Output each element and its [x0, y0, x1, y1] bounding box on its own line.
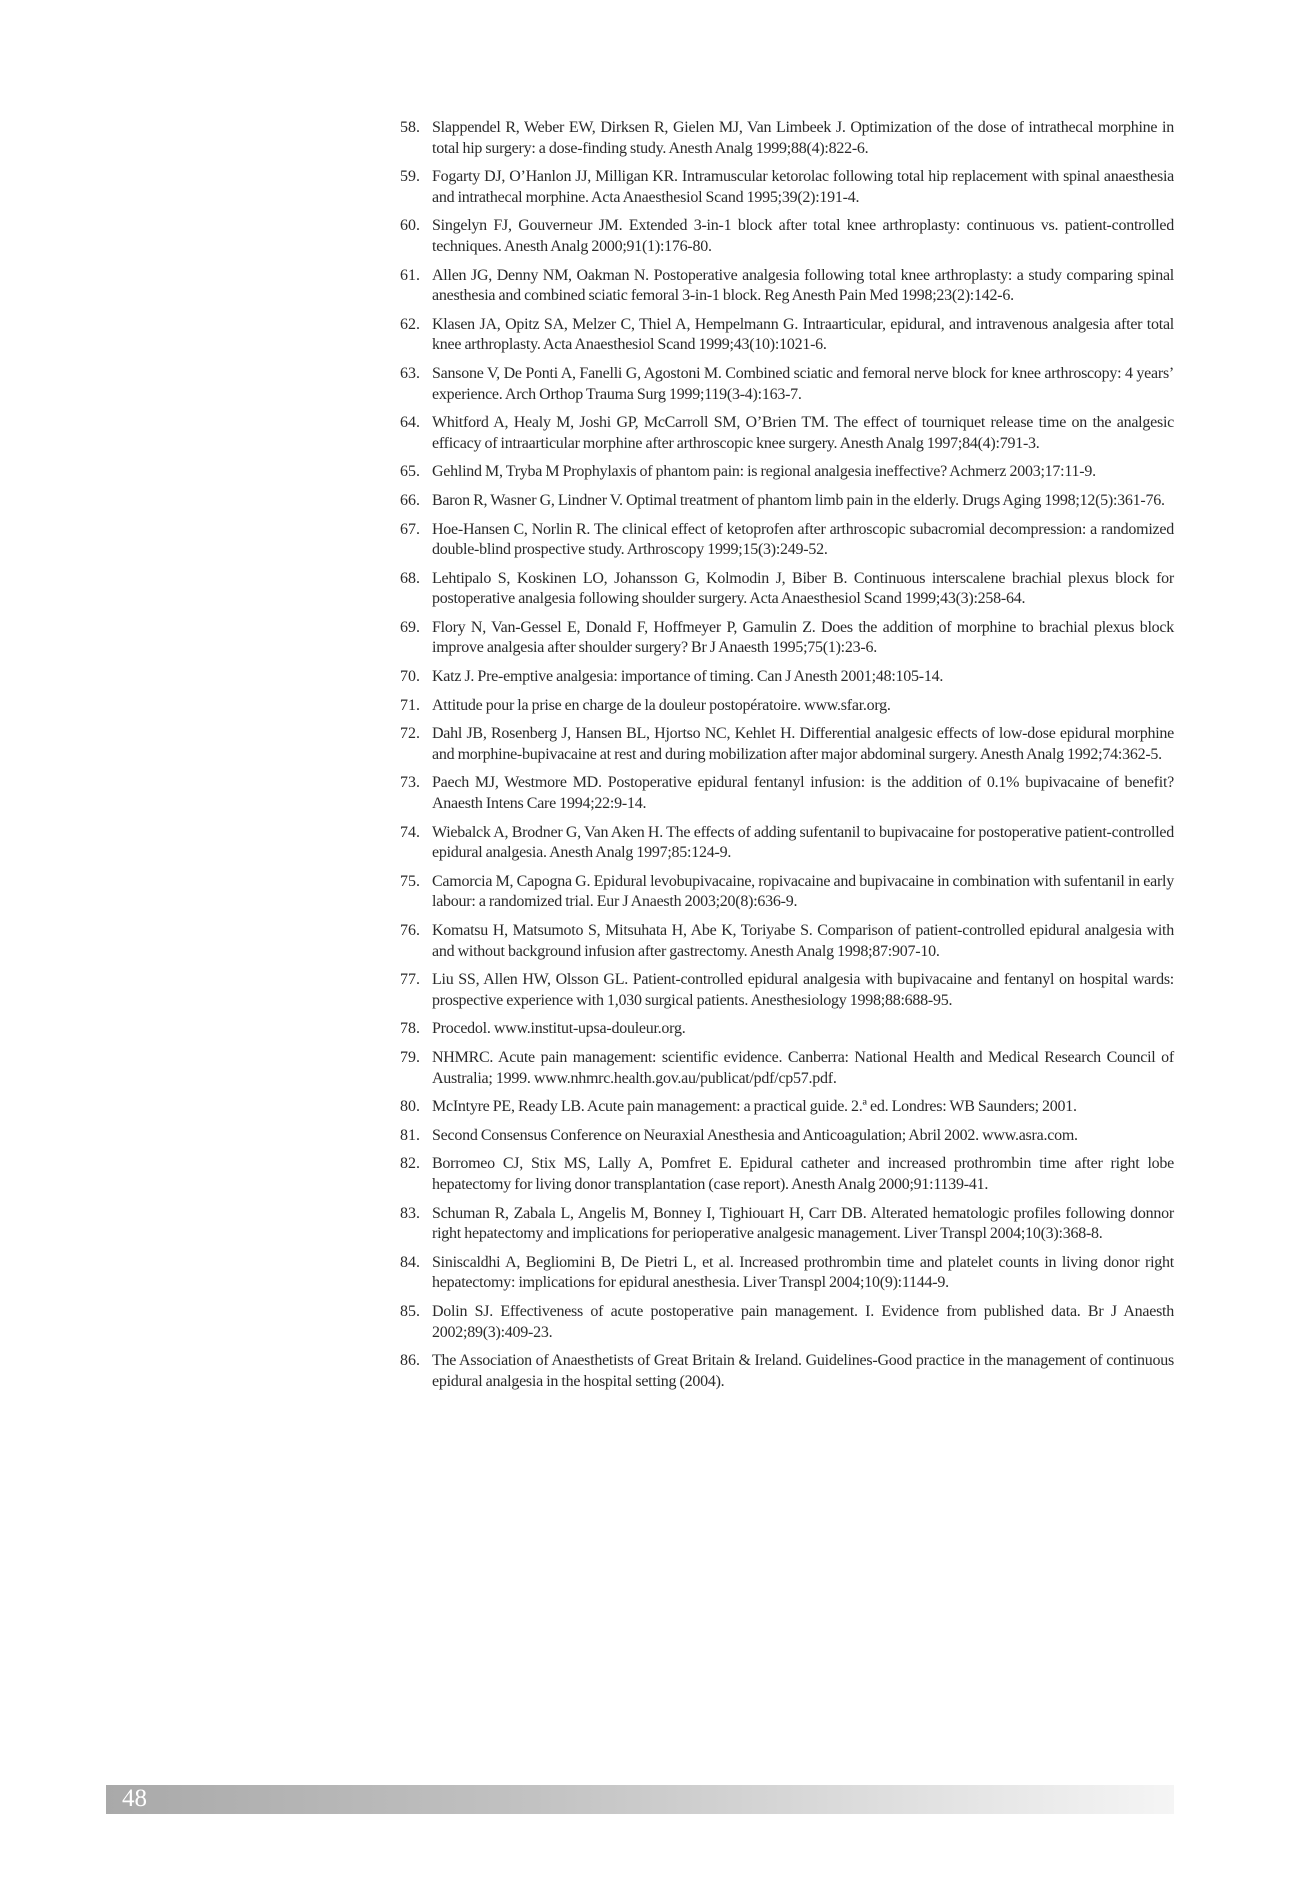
- reference-number: 76.: [400, 922, 420, 939]
- reference-item: [400, 1253, 1174, 1294]
- reference-text: Gehlind M, Tryba M Prophylaxis of phantom pain: is regional analgesia ineffective? Achmerz 2003;17:11-9.: [432, 463, 1096, 481]
- reference-item: [400, 118, 1174, 159]
- reference-item: [400, 1048, 1174, 1089]
- reference-number: 83.: [400, 1204, 420, 1222]
- reference-number: 61.: [400, 266, 420, 284]
- reference-item: [400, 1351, 1174, 1392]
- reference-number: 71.: [400, 696, 420, 714]
- reference-number: 69.: [400, 618, 420, 636]
- reference-item: [400, 491, 1174, 512]
- reference-text: Borromeo CJ, Stix MS, Lally A, Pomfret E. Epidural catheter and increased prothrombin time after right lobe hepatectomy for living donor transplantation (case report). Anesth Analg 2000;91:1139-41.: [432, 1155, 1174, 1193]
- reference-text: Paech MJ, Westmore MD. Postoperative epidural fentanyl infusion: is the addition of 0.1% bupivacaine of benefit? Anaesth Intens Care 1994;22:9-14.: [432, 774, 1174, 813]
- footer-band: [106, 1785, 1174, 1814]
- reference-text: Wiebalck A, Brodner G, Van Aken H. The effects of adding sufentanil to bupivacaine for postoperative patient-controlled epidural analgesia. Anesth Analg 1997;85:124-9.: [432, 823, 1174, 862]
- reference-item: [400, 462, 1174, 483]
- reference-text: Siniscaldhi A, Begliomini B, De Pietri L, et al. Increased prothrombin time and platelet counts in living donor right hepatectomy: implications for epidural anesthesia. Liver Transpl 2004;10(9):1144-9.: [432, 1253, 1174, 1292]
- reference-item: [400, 413, 1174, 454]
- reference-text: Liu SS, Allen HW, Olsson GL. Patient-controlled epidural analgesia with bupivacaine and fentanyl on hospital wards: prospective experience with 1,030 surgical patients. Anesthesiology 1998;88:688-95.: [432, 971, 1174, 1009]
- reference-number: 67.: [400, 520, 420, 538]
- reference-number: 80.: [400, 1098, 420, 1116]
- reference-item: [400, 724, 1174, 765]
- reference-number: 58.: [400, 119, 420, 136]
- reference-number: 65.: [400, 463, 420, 481]
- reference-text: Sansone V, De Ponti A, Fanelli G, Agostoni M. Combined sciatic and femoral nerve block for knee arthroscopy: 4 years’ experience. Arch Orthop Trauma Surg 1999;119(3-4):163-7.: [432, 364, 1174, 403]
- reference-number: 81.: [400, 1126, 420, 1144]
- reference-number: 77.: [400, 971, 420, 989]
- reference-text: Schuman R, Zabala L, Angelis M, Bonney I, Tighiouart H, Carr DB. Alterated hematologic profiles following donnor right hepatectomy and implications for perioperative analgesic management. Liver Transpl 2004;10(3):368-8.: [432, 1204, 1174, 1243]
- reference-text: NHMRC. Acute pain management: scientific evidence. Canberra: National Health and Medical Research Council of Australia; 1999. www.nhmrc.health.gov.au/publicat/pdf/cp57.pdf.: [432, 1048, 1174, 1087]
- reference-item: [400, 1126, 1174, 1147]
- reference-item: [400, 618, 1174, 659]
- reference-text: Katz J. Pre-emptive analgesia: importance of timing. Can J Anesth 2001;48:105-14.: [432, 668, 944, 686]
- reference-text: Slappendel R, Weber EW, Dirksen R, Gielen MJ, Van Limbeek J. Optimization of the dose of intrathecal morphine in total hip surgery: a dose-finding study. Anesth Analg 1999;88(4):822-6.: [432, 119, 1174, 157]
- reference-number: 68.: [400, 569, 420, 587]
- reference-item: [400, 921, 1174, 962]
- reference-text: Procedol. www.institut-upsa-douleur.org.: [432, 1020, 686, 1038]
- reference-item: [400, 569, 1174, 610]
- reference-text: Hoe-Hansen C, Norlin R. The clinical effect of ketoprofen after arthroscopic subacromial decompression: a randomized double-blind prospective study. Arthroscopy 1999;15(3):249-52.: [432, 520, 1174, 559]
- reference-number: 63.: [400, 364, 420, 382]
- reference-item: [400, 1302, 1174, 1343]
- reference-item: [400, 823, 1174, 864]
- reference-text: Flory N, Van-Gessel E, Donald F, Hoffmeyer P, Gamulin Z. Does the addition of morphine to brachial plexus block improve analgesia after shoulder surgery? Br J Anaesth 1995;75(1):23-6.: [432, 618, 1174, 657]
- reference-text: Camorcia M, Capogna G. Epidural levobupivacaine, ropivacaine and bupivacaine in combination with sufentanil in early labour: a randomized trial. Eur J Anaesth 2003;20(8):636-9.: [432, 872, 1174, 911]
- reference-number: 66.: [400, 491, 420, 509]
- reference-number: 73.: [400, 774, 420, 792]
- reference-text: Attitude pour la prise en charge de la douleur postopératoire. www.sfar.org.: [432, 696, 891, 714]
- reference-item: [400, 520, 1174, 561]
- reference-item: [400, 773, 1174, 814]
- reference-number: 85.: [400, 1302, 420, 1320]
- reference-item: [400, 696, 1174, 717]
- reference-number: 60.: [400, 217, 420, 235]
- reference-number: 70.: [400, 668, 420, 686]
- reference-text: The Association of Anaesthetists of Great Britain & Ireland. Guidelines-Good practice in the management of continuous epidural analgesia in the hospital setting (2004).: [432, 1352, 1174, 1390]
- reference-number: 64.: [400, 414, 420, 432]
- reference-text: Singelyn FJ, Gouverneur JM. Extended 3-in-1 block after total knee arthroplasty: continuous vs. patient-controlled techniques. Anesth Analg 2000;91(1):176-80.: [432, 217, 1174, 255]
- reference-item: [400, 872, 1174, 913]
- reference-text: Dahl JB, Rosenberg J, Hansen BL, Hjortso NC, Kehlet H. Differential analgesic effects of low-dose epidural morphine and morphine-bupivacaine at rest and during mobilization after major abdominal surgery. Anesth Analg 1992;74:362-5.: [432, 725, 1174, 763]
- reference-item: [400, 364, 1174, 405]
- reference-text: Second Consensus Conference on Neuraxial Anesthesia and Anticoagulation; Abril 2002. www.asra.com.: [432, 1126, 1078, 1144]
- reference-text: Lehtipalo S, Koskinen LO, Johansson G, Kolmodin J, Biber B. Continuous interscalene brachial plexus block for postoperative analgesia following shoulder surgery. Acta Anaesthesiol Scand 1999;43(3):258-64.: [432, 569, 1174, 608]
- reference-number: 82.: [400, 1155, 420, 1173]
- reference-text: Allen JG, Denny NM, Oakman N. Postoperative analgesia following total knee arthroplasty: a study comparing spinal anesthesia and combined sciatic femoral 3-in-1 block. Reg Anesth Pain Med 1998;23(2):142-6.: [432, 266, 1174, 305]
- reference-item: [400, 315, 1174, 356]
- reference-list: [400, 118, 1174, 1400]
- reference-text: McIntyre PE, Ready LB. Acute pain management: a practical guide. 2.ª ed. Londres: WB Saunders; 2001.: [432, 1098, 1077, 1116]
- reference-number: 62.: [400, 315, 420, 333]
- reference-item: [400, 1097, 1174, 1118]
- reference-item: [400, 970, 1174, 1011]
- reference-number: 78.: [400, 1020, 420, 1038]
- reference-number: 75.: [400, 872, 420, 890]
- reference-text: Fogarty DJ, O’Hanlon JJ, Milligan KR. Intramuscular ketorolac following total hip replacement with spinal anaesthesia and intrathecal morphine. Acta Anaesthesiol Scand 1995;39(2):191-4.: [432, 168, 1174, 206]
- reference-item: [400, 1019, 1174, 1040]
- page-number: 48: [122, 1785, 147, 1812]
- reference-item: [400, 167, 1174, 208]
- reference-number: 59.: [400, 168, 420, 186]
- reference-text: Komatsu H, Matsumoto S, Mitsuhata H, Abe K, Toriyabe S. Comparison of patient-controlled epidural analgesia with and without background infusion after gastrectomy. Anesth Analg 1998;87:907-10.: [432, 922, 1174, 960]
- reference-number: 84.: [400, 1253, 420, 1271]
- reference-item: [400, 266, 1174, 307]
- reference-number: 86.: [400, 1352, 420, 1370]
- reference-number: 72.: [400, 725, 420, 743]
- reference-number: 79.: [400, 1048, 420, 1066]
- reference-number: 74.: [400, 823, 420, 841]
- reference-text: Dolin SJ. Effectiveness of acute postoperative pain management. I. Evidence from published data. Br J Anaesth 2002;89(3):409-23.: [432, 1302, 1174, 1341]
- reference-text: Klasen JA, Opitz SA, Melzer C, Thiel A, Hempelmann G. Intraarticular, epidural, and intravenous analgesia after total knee arthroplasty. Acta Anaesthesiol Scand 1999;43(10):1021-6.: [432, 315, 1174, 354]
- reference-item: [400, 216, 1174, 257]
- reference-item: [400, 1154, 1174, 1195]
- reference-text: Whitford A, Healy M, Joshi GP, McCarroll SM, O’Brien TM. The effect of tourniquet release time on the analgesic efficacy of intraarticular morphine after arthroscopic knee surgery. Anesth Analg 1997;84(4):791-3.: [432, 414, 1174, 452]
- reference-item: [400, 667, 1174, 688]
- reference-item: [400, 1204, 1174, 1245]
- reference-text: Baron R, Wasner G, Lindner V. Optimal treatment of phantom limb pain in the elderly. Drugs Aging 1998;12(5):361-76.: [432, 491, 1165, 509]
